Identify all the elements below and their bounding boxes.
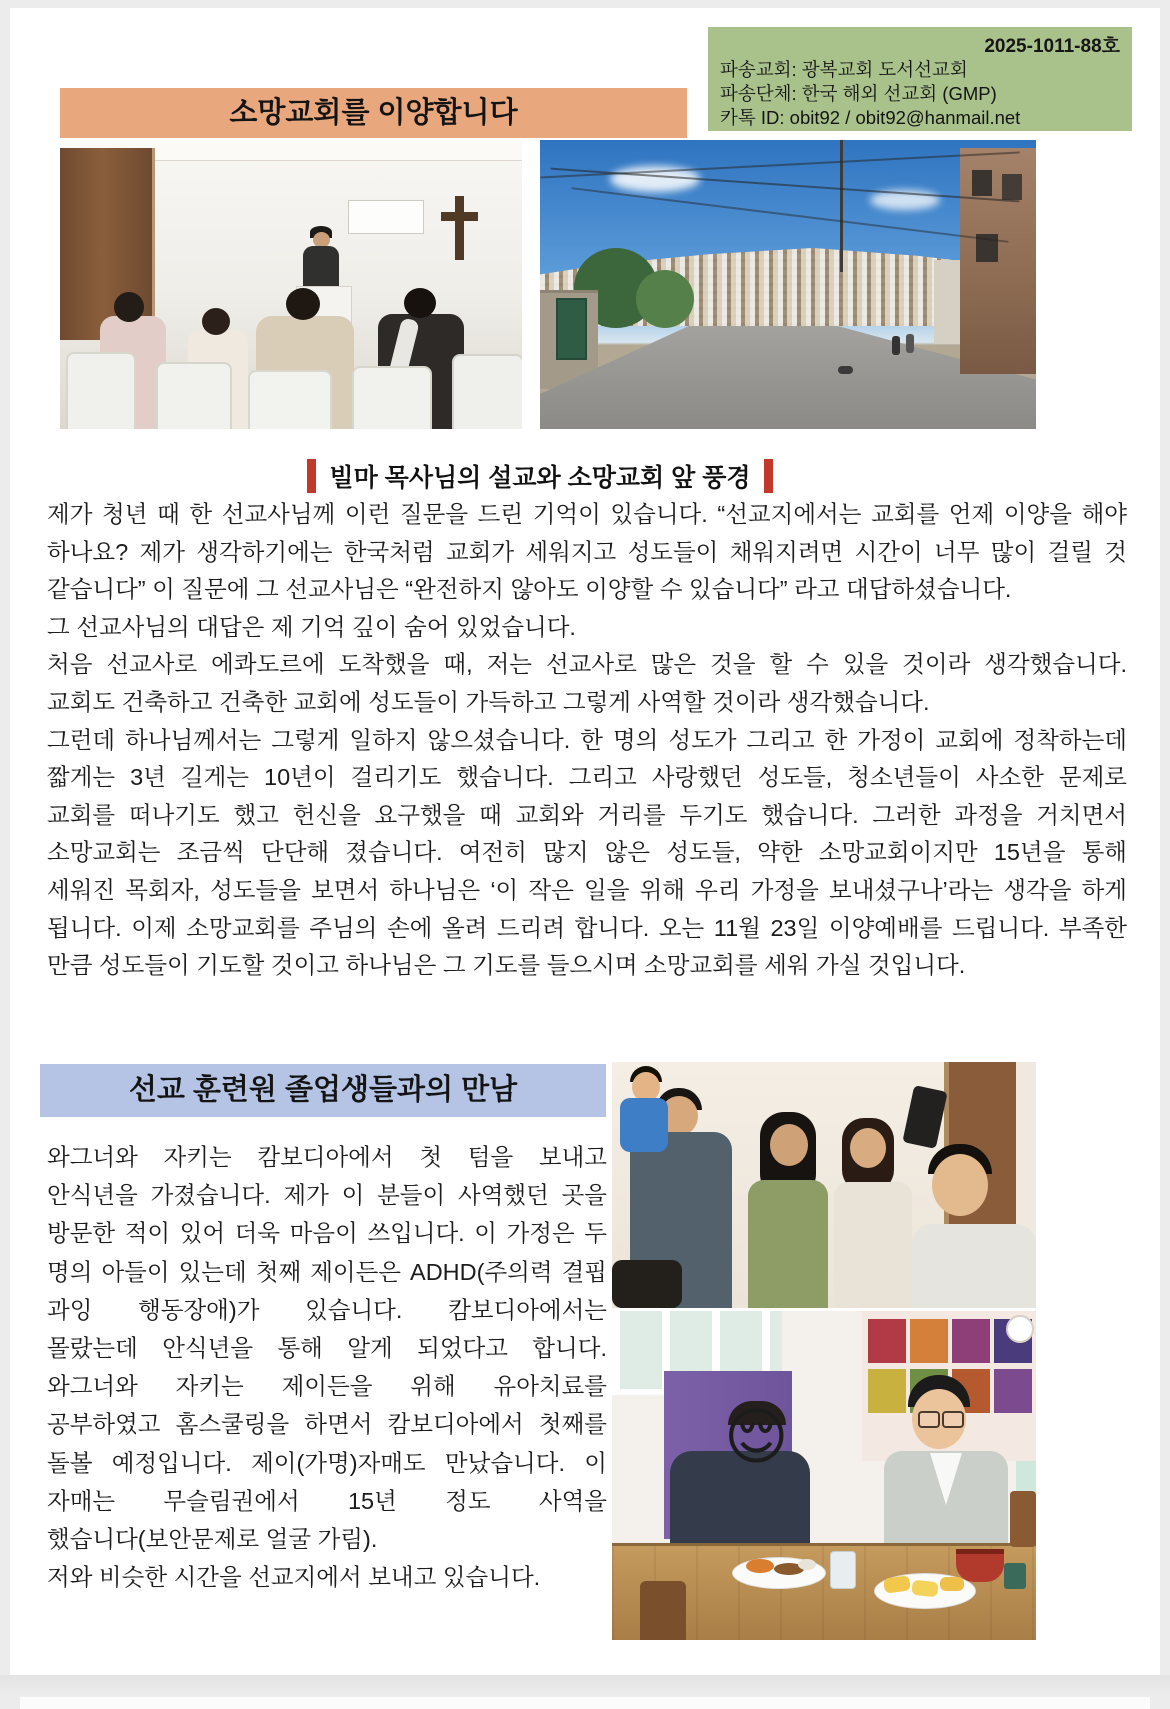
text-line: 그런데 하나님께서는 그렇게 일하지 않으셨습니다. 한 명의 성도가 그리고 한 가정이 교회에 정착하는데 bbox=[47, 726, 1127, 753]
person-head bbox=[114, 292, 144, 322]
chair bbox=[156, 362, 232, 429]
poster-tile bbox=[994, 1369, 1032, 1413]
green-door bbox=[556, 298, 587, 360]
photo-caption bbox=[10, 455, 1070, 497]
building-window bbox=[1002, 174, 1022, 200]
text-line: 방문한 적이 있어 더욱 마음이 쓰입니다. 이 가정은 두 bbox=[47, 1220, 607, 1247]
photo-street-view bbox=[540, 140, 1036, 429]
food bbox=[798, 1559, 816, 1570]
pedestrian bbox=[892, 336, 900, 355]
poster-logo bbox=[1006, 1315, 1034, 1343]
text-line: 과잉 행동장애)가 있습니다. 캄보디아에서는 bbox=[47, 1296, 607, 1323]
caption-text: 빌마 목사님의 설교와 소망교회 앞 풍경 bbox=[329, 464, 751, 492]
sender-info-box bbox=[708, 27, 1132, 131]
mango-slice bbox=[911, 1580, 938, 1598]
tree bbox=[636, 270, 694, 328]
issue-number: 2025-1011-88호 bbox=[984, 36, 1120, 57]
text-line: 와그너와 자키는 제이든을 위해 유아치료를 bbox=[47, 1373, 607, 1400]
caption-bar-right bbox=[764, 459, 773, 493]
photo-church-interior bbox=[60, 140, 522, 429]
newsletter-page bbox=[10, 8, 1160, 1675]
person-head bbox=[202, 308, 230, 335]
chair bbox=[352, 366, 432, 429]
section1-body bbox=[47, 496, 1127, 985]
chair bbox=[1010, 1491, 1036, 1547]
sender-info-lines bbox=[720, 58, 1122, 130]
text-line: 안식년을 가졌습니다. 제가 이 분들이 사역했던 곳을 bbox=[47, 1182, 607, 1209]
person-head bbox=[404, 288, 436, 318]
section2-title: 선교 훈련원 졸업생들과의 만남 bbox=[40, 1064, 606, 1117]
text-line: 됩니다. 이제 소망교회를 주님의 손에 올려 드리려 합니다. 오는 11월 23일 이양예배를 드립니다. 부족한 bbox=[47, 914, 1127, 941]
next-page-edge bbox=[20, 1697, 1150, 1709]
child-figure bbox=[620, 1098, 668, 1152]
pedestrian bbox=[906, 334, 914, 353]
text-line: 와그너와 자키는 캄보디아에서 첫 텀을 보내고 bbox=[47, 1144, 607, 1170]
poster-tile bbox=[868, 1369, 906, 1413]
bag bbox=[612, 1260, 682, 1308]
text-line: 세워진 목회자, 성도들을 보면서 하나님은 ‘이 작은 일을 위해 우리 가정을 보내셨구나’라는 생각을 하게 bbox=[47, 876, 1127, 903]
mango-slice bbox=[940, 1577, 964, 1591]
photo-lunch-meeting bbox=[612, 1311, 1036, 1640]
text-line: 교회도 건축하고 건축한 교회에 성도들이 가득하고 그렇게 사역할 것이라 생각했습니다. bbox=[47, 688, 930, 715]
person-head bbox=[932, 1154, 988, 1216]
text-line: 돌볼 예정입니다. 제이(가명)자매도 만났습니다. 이 bbox=[47, 1449, 607, 1476]
person-figure bbox=[912, 1224, 1036, 1308]
person-figure bbox=[834, 1182, 912, 1308]
text-line: 만큼 성도들이 기도할 것이고 하나님은 그 기도를 들으시며 소망교회를 세워 가실 것입니다. bbox=[47, 952, 966, 979]
text-line: 명의 아들이 있는데 첫째 제이든은 ADHD(주의력 결핍 bbox=[47, 1258, 607, 1285]
poster-tile bbox=[910, 1319, 948, 1363]
text-line: 소망교회는 조금씩 단단해 졌습니다. 여전히 많지 않은 성도들, 약한 소망교회이지만 15년을 통해 bbox=[47, 839, 1127, 866]
chair bbox=[66, 352, 136, 429]
text-line: 같습니다” 이 질문에 그 선교사님은 “완전하지 않아도 이양할 수 있습니다” 라고 대답하셨습니다. bbox=[47, 576, 1012, 603]
building-window bbox=[972, 170, 992, 196]
person-head bbox=[770, 1124, 808, 1166]
text-line: 자매는 무슬림권에서 15년 정도 사역을 bbox=[47, 1487, 607, 1514]
person-head bbox=[850, 1128, 886, 1168]
person-figure bbox=[748, 1180, 828, 1308]
red-bowl bbox=[956, 1549, 1004, 1582]
caption-bar-left bbox=[307, 459, 316, 493]
text-line: 제가 청년 때 한 선교사님께 이런 질문을 드린 기억이 있습니다. “선교지에서는 교회를 언제 이양을 해야 bbox=[47, 501, 1127, 527]
dog bbox=[838, 366, 853, 374]
text-line: 짧게는 3년 길게는 10년이 걸리기도 했습니다. 그리고 사랑했던 성도들, 청소년들이 사소한 문제로 bbox=[47, 764, 1127, 791]
text-line: 저와 비슷한 시간을 선교지에서 보내고 있습니다. bbox=[47, 1564, 541, 1591]
poster-tile bbox=[868, 1319, 906, 1363]
chair bbox=[452, 354, 522, 429]
text-line: 그 선교사님의 대답은 제 기억 깊이 숨어 있었습니다. bbox=[47, 613, 576, 640]
glasses bbox=[918, 1411, 940, 1428]
text-line: 파송교회: 광복교회 도서선교회 bbox=[720, 59, 968, 80]
page-separator bbox=[0, 1675, 1170, 1697]
cross-icon bbox=[441, 212, 478, 221]
relieved-face-emoji: 😌 bbox=[724, 1403, 789, 1472]
chair bbox=[640, 1581, 686, 1640]
text-line: 공부하였고 홈스쿨링을 하면서 캄보디아에서 첫째를 bbox=[47, 1411, 607, 1438]
text-line: 몰랐는데 안식년을 통해 알게 되었다고 합니다. bbox=[47, 1335, 607, 1362]
section1-title: 소망교회를 이양합니다 bbox=[60, 88, 687, 138]
text-line: 하나요? 제가 생각하기에는 한국처럼 교회가 세워지고 성도들이 채워지려면 시간이 너무 많이 걸릴 것 bbox=[47, 538, 1127, 565]
glasses bbox=[942, 1411, 964, 1428]
text-line: 카톡 ID: obit92 / obit92@hanmail.net bbox=[720, 107, 1021, 128]
poster-tile bbox=[952, 1319, 990, 1363]
chair bbox=[248, 370, 332, 429]
text-line: 파송단체: 한국 해외 선교회 (GMP) bbox=[720, 83, 997, 104]
section2-body bbox=[47, 1138, 607, 1596]
text-line: 교회를 떠나기도 했고 헌신을 요구했을 때 교회와 거리를 두기도 했습니다. 그러한 과정을 거치면서 bbox=[47, 801, 1127, 828]
person-head bbox=[286, 288, 320, 320]
photo-graduates-group bbox=[612, 1062, 1036, 1308]
glass-cup bbox=[830, 1551, 856, 1589]
food bbox=[746, 1559, 774, 1573]
cross-icon bbox=[455, 196, 464, 260]
green-cup bbox=[1004, 1563, 1026, 1589]
text-line: 했습니다(보안문제로 얼굴 가림). bbox=[47, 1526, 378, 1553]
text-line: 처음 선교사로 에콰도르에 도착했을 때, 저는 선교사로 많은 것을 할 수 있을 것이라 생각했습니다. bbox=[47, 651, 1127, 678]
wall-board bbox=[348, 200, 424, 234]
